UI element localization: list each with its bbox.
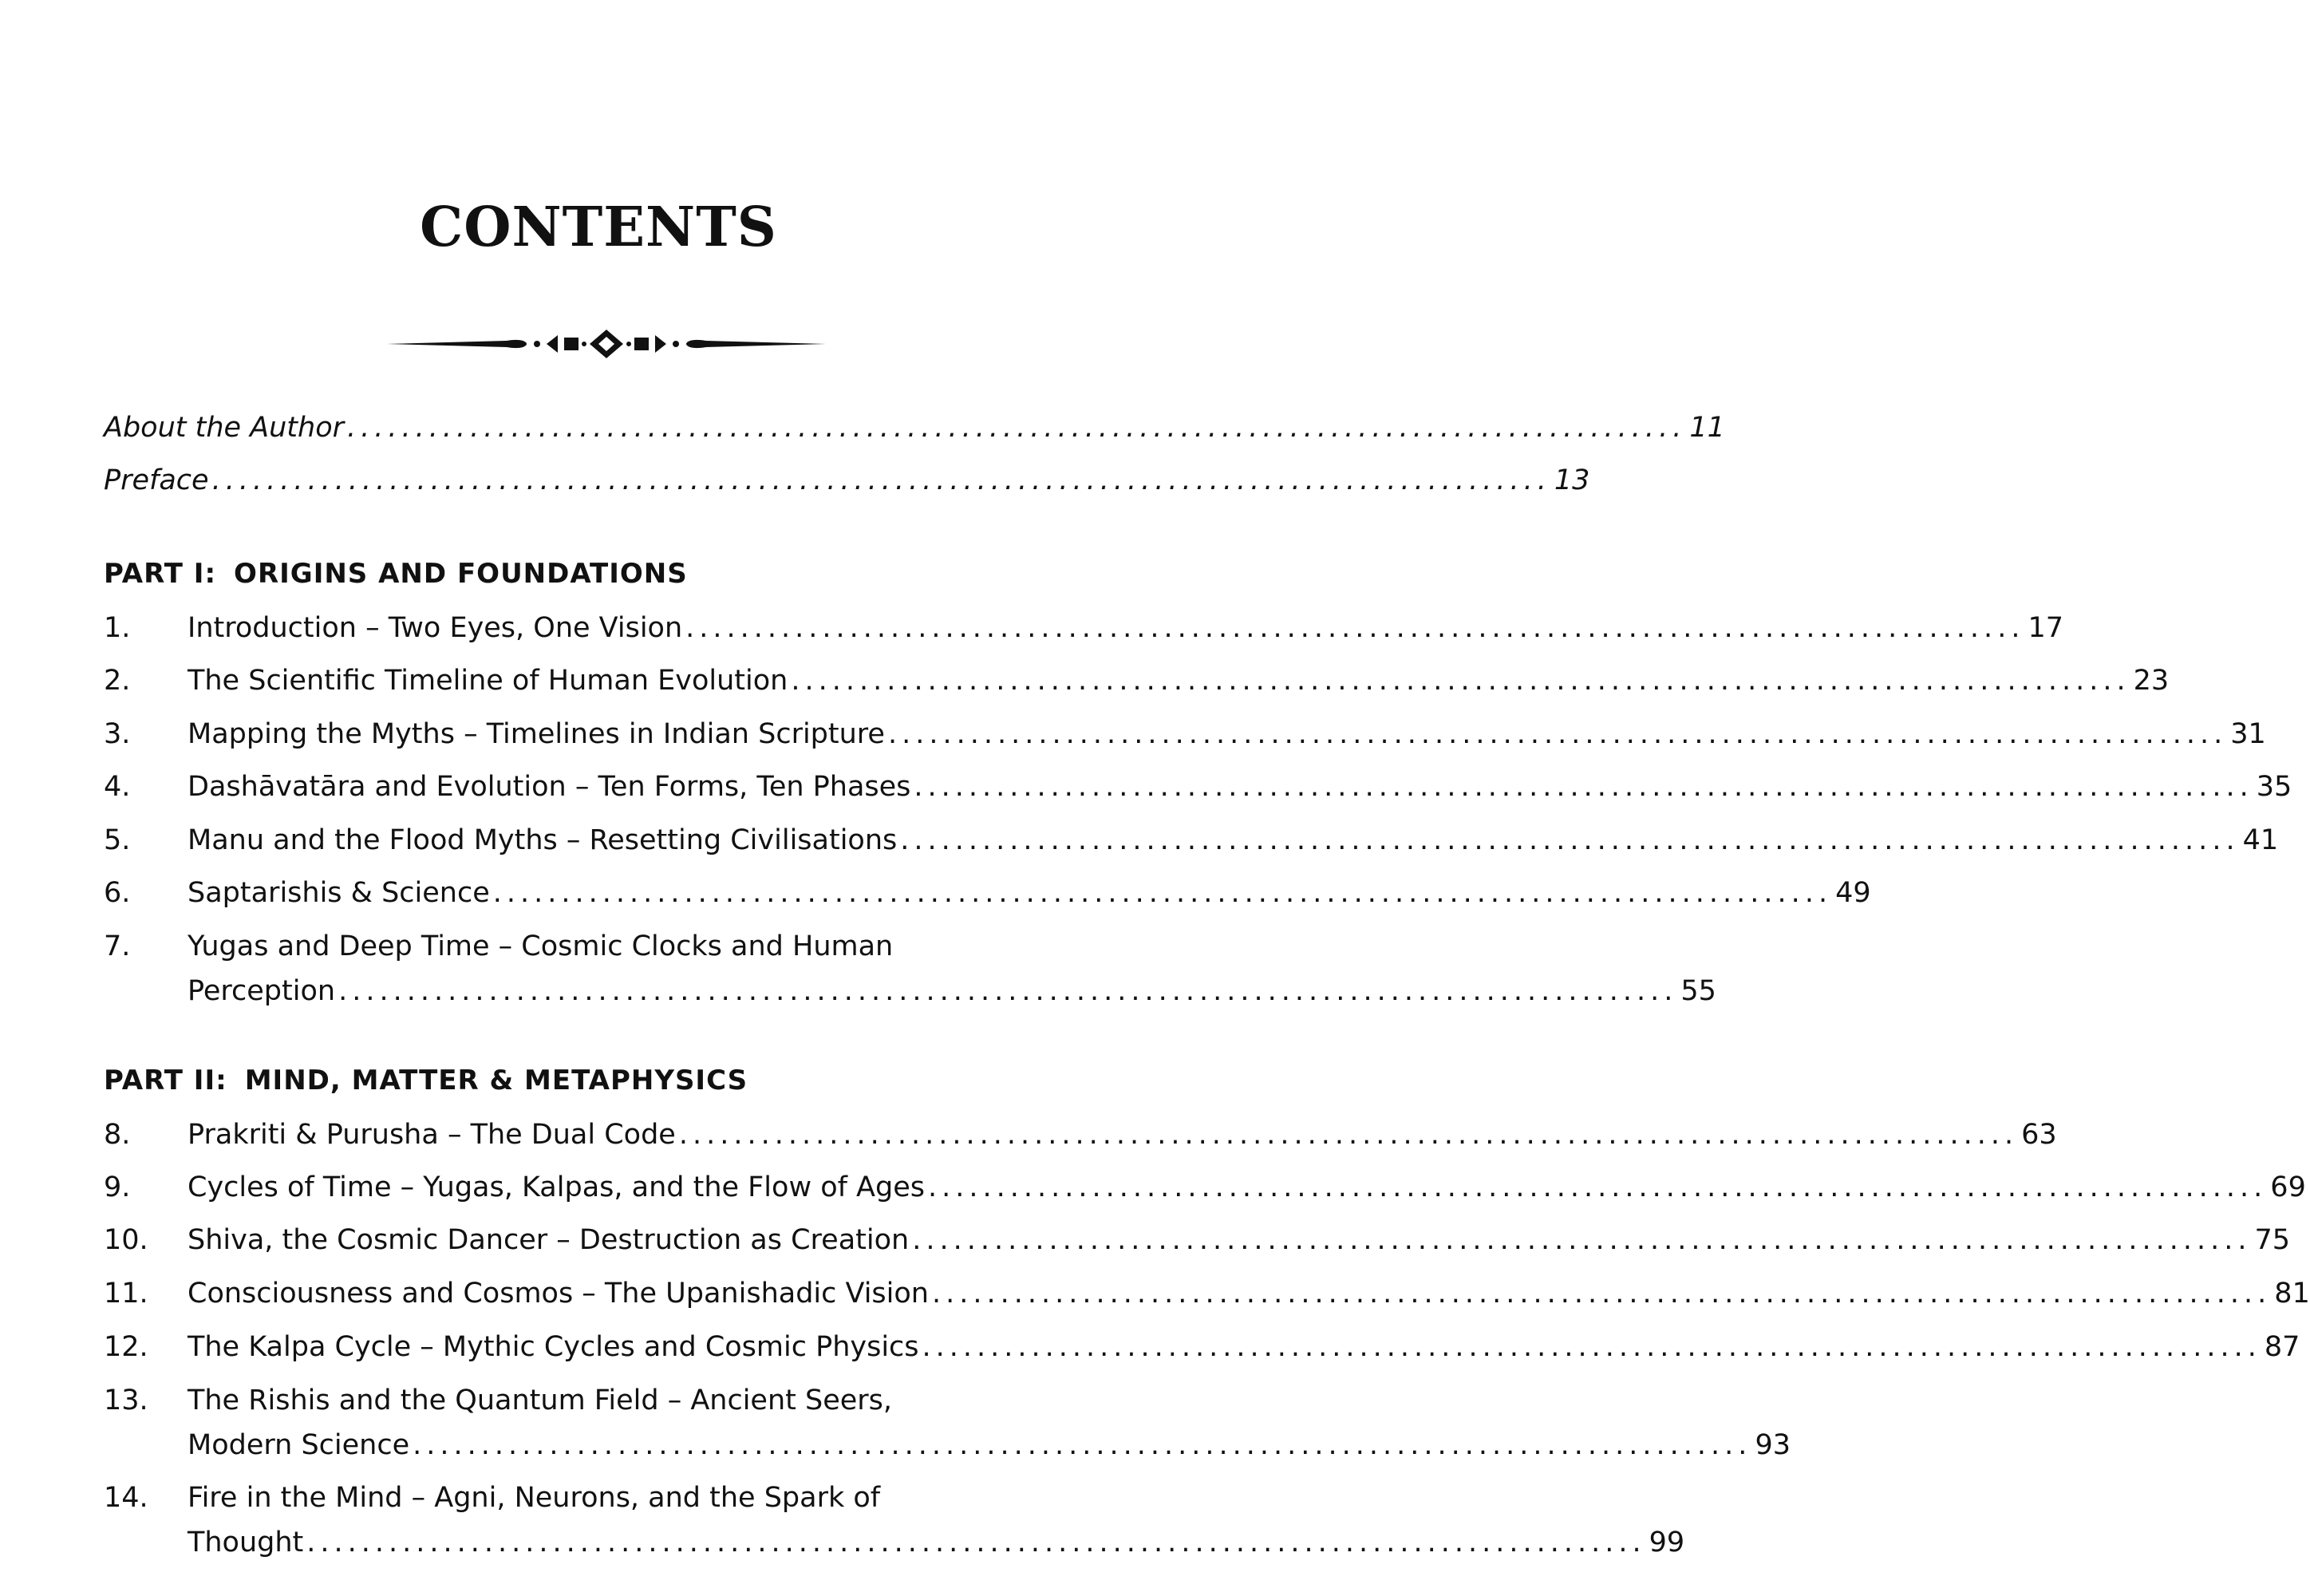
chapter-title: Yugas and Deep Time – Cosmic Clocks and Human xyxy=(188,930,894,962)
chapter-title-continued: Perception xyxy=(188,975,336,1007)
chapter-title: Consciousness and Cosmos – The Upanishadic Vision xyxy=(188,1278,929,1310)
part-label: PART I: xyxy=(104,558,217,590)
leader-dots: .................................................................................................. xyxy=(931,1278,2272,1310)
chapter-number: 14. xyxy=(104,1482,148,1514)
chapter-title: Prakriti & Purusha – The Dual Code xyxy=(188,1119,676,1151)
part-heading xyxy=(104,1062,748,1099)
chapter-title: Mapping the Myths – Timelines in Indian Scripture xyxy=(188,718,885,750)
chapter-page: 81 xyxy=(2274,1278,2310,1310)
toc-entry[interactable] xyxy=(104,662,2170,700)
chapter-title-continued: Thought xyxy=(188,1527,304,1558)
ornament-divider-icon xyxy=(387,326,826,362)
toc-entry[interactable] xyxy=(104,715,2266,753)
chapter-page: 63 xyxy=(2021,1119,2057,1151)
chapter-number: 11. xyxy=(104,1278,148,1310)
chapter-title-continued: Modern Science xyxy=(188,1429,410,1461)
chapter-number: 1. xyxy=(104,612,131,644)
chapter-page: 55 xyxy=(1680,975,1716,1007)
leader-dots: .................................................................................................. xyxy=(306,1527,1646,1558)
chapter-number: 6. xyxy=(104,877,131,909)
part-name: MIND, MATTER & METAPHYSICS xyxy=(244,1065,748,1096)
leader-dots: .................................................................................................. xyxy=(413,1429,1752,1461)
chapter-title: The Rishis and the Quantum Field – Ancient Seers, xyxy=(188,1385,893,1416)
toc-entry[interactable] xyxy=(104,1328,2300,1366)
chapter-number: 5. xyxy=(104,824,131,856)
toc-entry[interactable] xyxy=(104,768,2292,806)
toc-entry-page: 11 xyxy=(1689,412,1725,444)
toc-entry-title: About the Author xyxy=(104,412,345,444)
leader-dots: .................................................................................................. xyxy=(685,612,2025,644)
chapter-page: 31 xyxy=(2230,718,2266,750)
toc-entry-preface[interactable] xyxy=(104,461,1590,500)
leader-dots: .................................................................................................. xyxy=(347,412,1687,444)
toc-entry-page: 13 xyxy=(1554,464,1590,496)
chapter-title: Fire in the Mind – Agni, Neurons, and the Spark of xyxy=(188,1482,881,1514)
chapter-page: 41 xyxy=(2242,824,2279,856)
toc-entry[interactable] xyxy=(104,874,1871,912)
chapter-page: 75 xyxy=(2254,1224,2291,1256)
toc-entry[interactable] xyxy=(104,1221,2291,1259)
leader-dots: .................................................................................................. xyxy=(791,665,2130,697)
page-title: CONTENTS xyxy=(420,196,777,259)
leader-dots: .................................................................................................. xyxy=(927,1171,2268,1203)
chapter-number: 4. xyxy=(104,771,131,803)
chapter-number: 9. xyxy=(104,1171,131,1203)
toc-entry[interactable] xyxy=(104,1116,2057,1154)
chapter-title: Shiva, the Cosmic Dancer – Destruction as Creation xyxy=(188,1224,910,1256)
chapter-number: 13. xyxy=(104,1385,148,1416)
leader-dots: .................................................................................................. xyxy=(211,464,1551,496)
leader-dots: .................................................................................................. xyxy=(912,1224,2252,1256)
chapter-title: Dashāvatāra and Evolution – Ten Forms, Ten Phases xyxy=(188,771,911,803)
leader-dots: .................................................................................................. xyxy=(492,877,1833,909)
chapter-number: 2. xyxy=(104,665,131,697)
leader-dots: .................................................................................................. xyxy=(678,1119,2019,1151)
toc-entry[interactable] xyxy=(104,1479,1113,1517)
part-label: PART II: xyxy=(104,1065,227,1096)
part-name: ORIGINS AND FOUNDATIONS xyxy=(234,558,688,590)
toc-entry-continuation[interactable] xyxy=(104,972,1716,1010)
chapter-title: Manu and the Flood Myths – Resetting Civilisations xyxy=(188,824,898,856)
chapter-title: Saptarishis & Science xyxy=(188,877,490,909)
chapter-page: 23 xyxy=(2133,665,2170,697)
chapter-page: 93 xyxy=(1755,1429,1791,1461)
chapter-number: 7. xyxy=(104,930,131,962)
leader-dots: .................................................................................................. xyxy=(338,975,1678,1007)
leader-dots: .................................................................................................. xyxy=(914,771,2253,803)
toc-entry[interactable] xyxy=(104,1381,1113,1420)
part-heading xyxy=(104,555,688,592)
toc-entry[interactable] xyxy=(104,1168,2306,1207)
chapter-page: 17 xyxy=(2028,612,2063,644)
chapter-title: Cycles of Time – Yugas, Kalpas, and the Flow of Ages xyxy=(188,1171,925,1203)
chapter-title: The Scientific Timeline of Human Evolution xyxy=(188,665,788,697)
chapter-title: The Kalpa Cycle – Mythic Cycles and Cosmic Physics xyxy=(188,1331,919,1363)
chapter-page: 69 xyxy=(2270,1171,2306,1203)
chapter-page: 87 xyxy=(2264,1331,2300,1363)
chapter-page: 49 xyxy=(1835,877,1871,909)
chapter-number: 12. xyxy=(104,1331,148,1363)
chapter-number: 8. xyxy=(104,1119,131,1151)
chapter-number: 10. xyxy=(104,1224,148,1256)
chapter-page: 35 xyxy=(2256,771,2292,803)
toc-entry-continuation[interactable] xyxy=(104,1426,1791,1464)
leader-dots: .................................................................................................. xyxy=(887,718,2228,750)
toc-entry-title: Preface xyxy=(104,464,209,496)
toc-entry[interactable] xyxy=(104,821,2279,859)
leader-dots: .................................................................................................. xyxy=(900,824,2240,856)
toc-entry[interactable] xyxy=(104,1274,2310,1313)
chapter-title: Introduction – Two Eyes, One Vision xyxy=(188,612,683,644)
chapter-page: 99 xyxy=(1649,1527,1685,1558)
leader-dots: .................................................................................................. xyxy=(922,1331,2261,1363)
chapter-number: 3. xyxy=(104,718,131,750)
toc-entry-about-author[interactable] xyxy=(104,409,1725,447)
toc-entry-continuation[interactable] xyxy=(104,1523,1685,1562)
toc-entry[interactable] xyxy=(104,927,1113,966)
toc-entry[interactable] xyxy=(104,609,2063,647)
